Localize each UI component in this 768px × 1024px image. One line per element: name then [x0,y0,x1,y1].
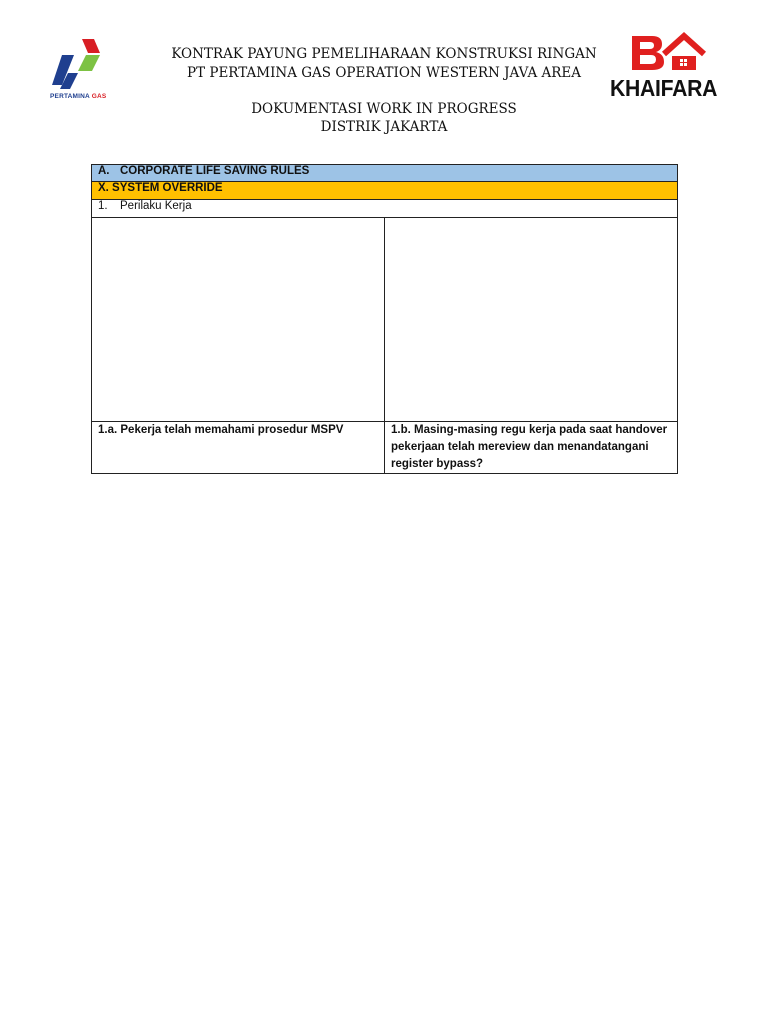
documentation-table [91,164,678,474]
photo-cell-left [92,218,385,422]
item-row [92,200,678,218]
item-cell [92,200,678,218]
khaifara-logo-text: KHAIFARA [610,75,718,101]
pertamina-gas-logo [26,33,128,105]
header-title-line-1: KONTRAK PAYUNG PEMELIHARAAN KONSTRUKSI RINGAN [171,46,597,62]
pertamina-gas-logo-text: PERTAMINA GAS [50,93,107,100]
header-title-line-3: DOKUMENTASI WORK IN PROGRESS [251,101,517,117]
header-title-line-2: PT PERTAMINA GAS OPERATION WESTERN JAVA AREA [186,65,582,81]
item-number: 1. [98,200,108,212]
photo-row [92,218,678,422]
section-header-cell [92,165,678,182]
khaifara-house-icon [628,30,706,74]
section-header-row [92,165,678,182]
section-label: CORPORATE LIFE SAVING RULES [120,165,310,177]
photo-cell-right [385,218,678,422]
caption-right: 1.b. Masing-masing regu kerja pada saat handover pekerjaan telah mereview dan menandatangani register bypass? [385,422,678,474]
caption-row [92,422,678,474]
khaifara-logo [608,30,730,102]
header-title-line-4: DISTRIK JAKARTA [320,119,448,135]
subsection-header-row [92,182,678,200]
section-number: A. [98,165,110,177]
item-label: Perilaku Kerja [120,200,192,212]
pertamina-logo-icon [48,37,110,93]
caption-left: 1.a. Pekerja telah memahami prosedur MSPV [92,422,385,474]
subsection-label: X. SYSTEM OVERRIDE [92,182,678,200]
